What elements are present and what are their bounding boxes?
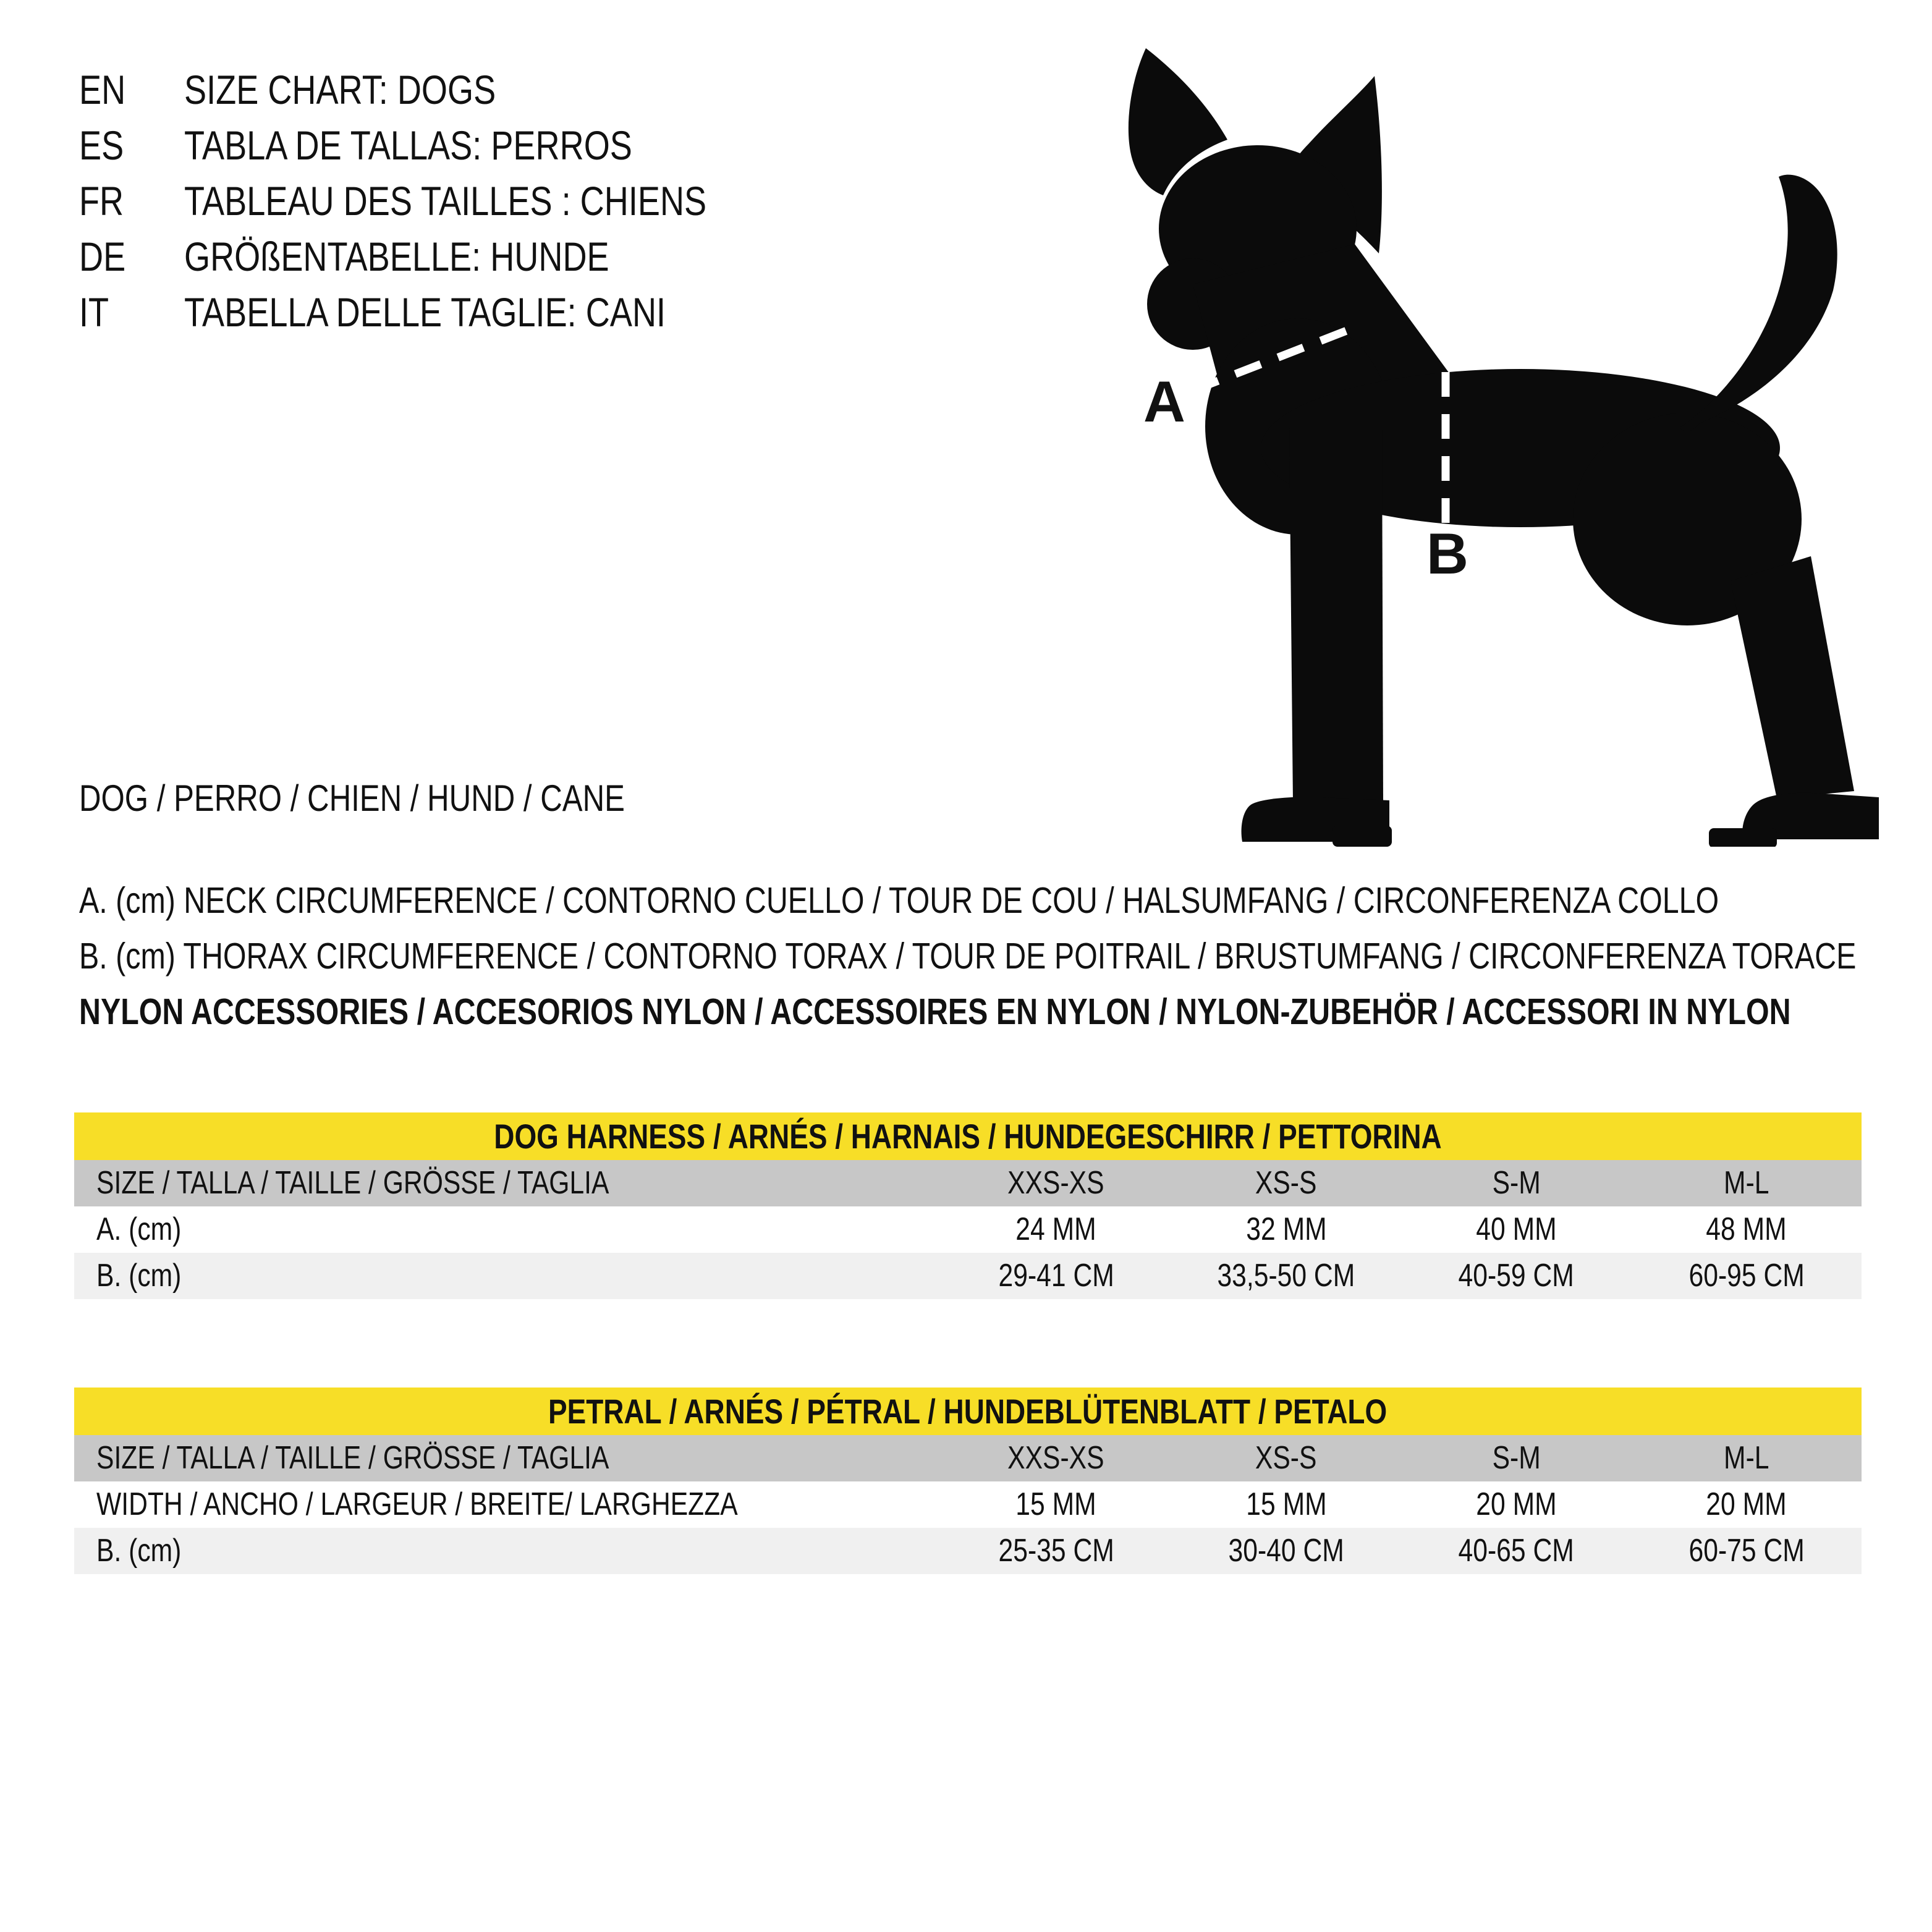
row-label: B. (cm) xyxy=(96,1533,182,1569)
language-row-en xyxy=(79,62,821,117)
value-cell xyxy=(1171,1253,1401,1299)
page-title-fr: TABLEAU DES TAILLES : CHIENS xyxy=(184,178,707,224)
value: 60-75 CM xyxy=(1688,1533,1805,1569)
value: 15 MM xyxy=(1015,1486,1096,1522)
row-label-cell xyxy=(74,1528,941,1574)
table-title: PETRAL / ARNÉS / PÉTRAL / HUNDEBLÜTENBLATT / PETALO xyxy=(548,1392,1388,1431)
value-cell xyxy=(1171,1528,1401,1574)
size-xs-s: XS-S xyxy=(1255,1440,1317,1476)
row-label-cell xyxy=(74,1253,941,1299)
table-row xyxy=(74,1481,1862,1528)
dog-far-front-foot xyxy=(1332,826,1392,847)
value-cell xyxy=(1401,1481,1631,1528)
row-label: A. (cm) xyxy=(96,1211,182,1247)
language-code: DE xyxy=(79,234,126,279)
value: 40-65 CM xyxy=(1458,1533,1575,1569)
size-s-m: S-M xyxy=(1492,1440,1541,1476)
value-cell xyxy=(1632,1481,1862,1528)
size-row-label-cell xyxy=(74,1435,941,1481)
size-col-header xyxy=(941,1160,1171,1206)
measure-label-a: A xyxy=(1143,369,1185,434)
language-code: FR xyxy=(79,178,124,224)
value: 24 MM xyxy=(1015,1211,1096,1247)
value: 29-41 CM xyxy=(998,1258,1114,1294)
table-size-row xyxy=(74,1435,1862,1481)
size-xs-s: XS-S xyxy=(1255,1165,1317,1201)
size-col-header xyxy=(1171,1435,1401,1481)
page-title-de: GRÖßENTABELLE: HUNDE xyxy=(184,234,610,279)
value-cell xyxy=(941,1528,1171,1574)
size-col-header xyxy=(1632,1435,1862,1481)
dog-front-leg xyxy=(1289,426,1383,802)
language-code: ES xyxy=(79,122,124,168)
size-xxs-xs: XXS-XS xyxy=(1007,1165,1104,1201)
category-line xyxy=(79,984,1932,1040)
petral-table xyxy=(74,1388,1862,1574)
language-title-list xyxy=(79,62,821,340)
dog-silhouette-icon xyxy=(1112,25,1897,847)
value: 32 MM xyxy=(1245,1211,1327,1247)
value: 40-59 CM xyxy=(1458,1258,1575,1294)
table-row xyxy=(74,1253,1862,1299)
value: 25-35 CM xyxy=(998,1533,1114,1569)
row-label-cell xyxy=(74,1481,941,1528)
row-label: WIDTH / ANCHO / LARGEUR / BREITE/ LARGHEZZA xyxy=(96,1486,738,1522)
row-label: B. (cm) xyxy=(96,1258,182,1294)
value-cell xyxy=(941,1253,1171,1299)
size-row-label: SIZE / TALLA / TAILLE / GRÖSSE / TAGLIA xyxy=(96,1440,609,1476)
page-title-es: TABLA DE TALLAS: PERROS xyxy=(184,122,633,168)
language-code: EN xyxy=(79,67,126,112)
language-code: IT xyxy=(79,289,109,335)
value-cell xyxy=(1632,1253,1862,1299)
value-cell xyxy=(1401,1206,1631,1253)
value-cell xyxy=(1632,1528,1862,1574)
figure-caption xyxy=(79,776,745,821)
measure-line-a-text: A. (cm) NECK CIRCUMFERENCE / CONTORNO CUELLO / TOUR DE COU / HALSUMFANG / CIRCONFERENZA COLLO xyxy=(79,880,1719,921)
table-size-row xyxy=(74,1160,1862,1206)
category-line-text: NYLON ACCESSORIES / ACCESORIOS NYLON / ACCESSOIRES EN NYLON / NYLON-ZUBEHÖR / ACCESSORI IN NYLON xyxy=(79,991,1791,1032)
value: 33,5-50 CM xyxy=(1217,1258,1355,1294)
value-cell xyxy=(1171,1481,1401,1528)
table-title-bar xyxy=(74,1388,1862,1435)
value: 30-40 CM xyxy=(1228,1533,1344,1569)
size-xxs-xs: XXS-XS xyxy=(1007,1440,1104,1476)
value: 15 MM xyxy=(1245,1486,1327,1522)
table-row xyxy=(74,1206,1862,1253)
size-col-header xyxy=(1401,1160,1631,1206)
value-cell xyxy=(1401,1253,1631,1299)
value: 40 MM xyxy=(1476,1211,1557,1247)
row-label-cell xyxy=(74,1206,941,1253)
measure-line-b-text: B. (cm) THORAX CIRCUMFERENCE / CONTORNO TORAX / TOUR DE POITRAIL / BRUSTUMFANG / CIRCONFERENZA TORACE xyxy=(79,936,1857,977)
value-cell xyxy=(941,1206,1171,1253)
figure-caption-text: DOG / PERRO / CHIEN / HUND / CANE xyxy=(79,777,625,819)
value: 48 MM xyxy=(1706,1211,1787,1247)
value-cell xyxy=(1171,1206,1401,1253)
page-title: SIZE CHART: DOGS xyxy=(184,67,496,112)
size-col-header xyxy=(1401,1435,1631,1481)
table-title: DOG HARNESS / ARNÉS / HARNAIS / HUNDEGESCHIRR / PETTORINA xyxy=(494,1117,1442,1156)
value-cell xyxy=(1401,1528,1631,1574)
dog-hind-leg xyxy=(1731,556,1854,799)
size-col-header xyxy=(1171,1160,1401,1206)
value: 20 MM xyxy=(1706,1486,1787,1522)
dog-harness-table xyxy=(74,1112,1862,1299)
size-row-label-cell xyxy=(74,1160,941,1206)
value-cell xyxy=(1632,1206,1862,1253)
language-row-fr xyxy=(79,173,821,229)
size-m-l: M-L xyxy=(1724,1440,1769,1476)
value: 60-95 CM xyxy=(1688,1258,1805,1294)
page-title-it: TABELLA DELLE TAGLIE: CANI xyxy=(184,289,666,335)
measure-line-b xyxy=(79,928,1932,984)
measure-label-b: B xyxy=(1426,521,1468,586)
size-row-label: SIZE / TALLA / TAILLE / GRÖSSE / TAGLIA xyxy=(96,1165,609,1201)
table-title-bar xyxy=(74,1112,1862,1160)
dog-body-shape xyxy=(1129,48,1879,847)
value-cell xyxy=(941,1481,1171,1528)
size-col-header xyxy=(941,1435,1171,1481)
size-m-l: M-L xyxy=(1724,1165,1769,1201)
table-row xyxy=(74,1528,1862,1574)
measurement-legend xyxy=(79,873,1932,1040)
language-row-de xyxy=(79,229,821,284)
measure-line-a xyxy=(79,873,1932,928)
language-row-es xyxy=(79,117,821,173)
size-s-m: S-M xyxy=(1492,1165,1541,1201)
dog-far-hind-foot xyxy=(1709,828,1777,847)
value: 20 MM xyxy=(1476,1486,1557,1522)
size-col-header xyxy=(1632,1160,1862,1206)
language-row-it xyxy=(79,284,821,340)
